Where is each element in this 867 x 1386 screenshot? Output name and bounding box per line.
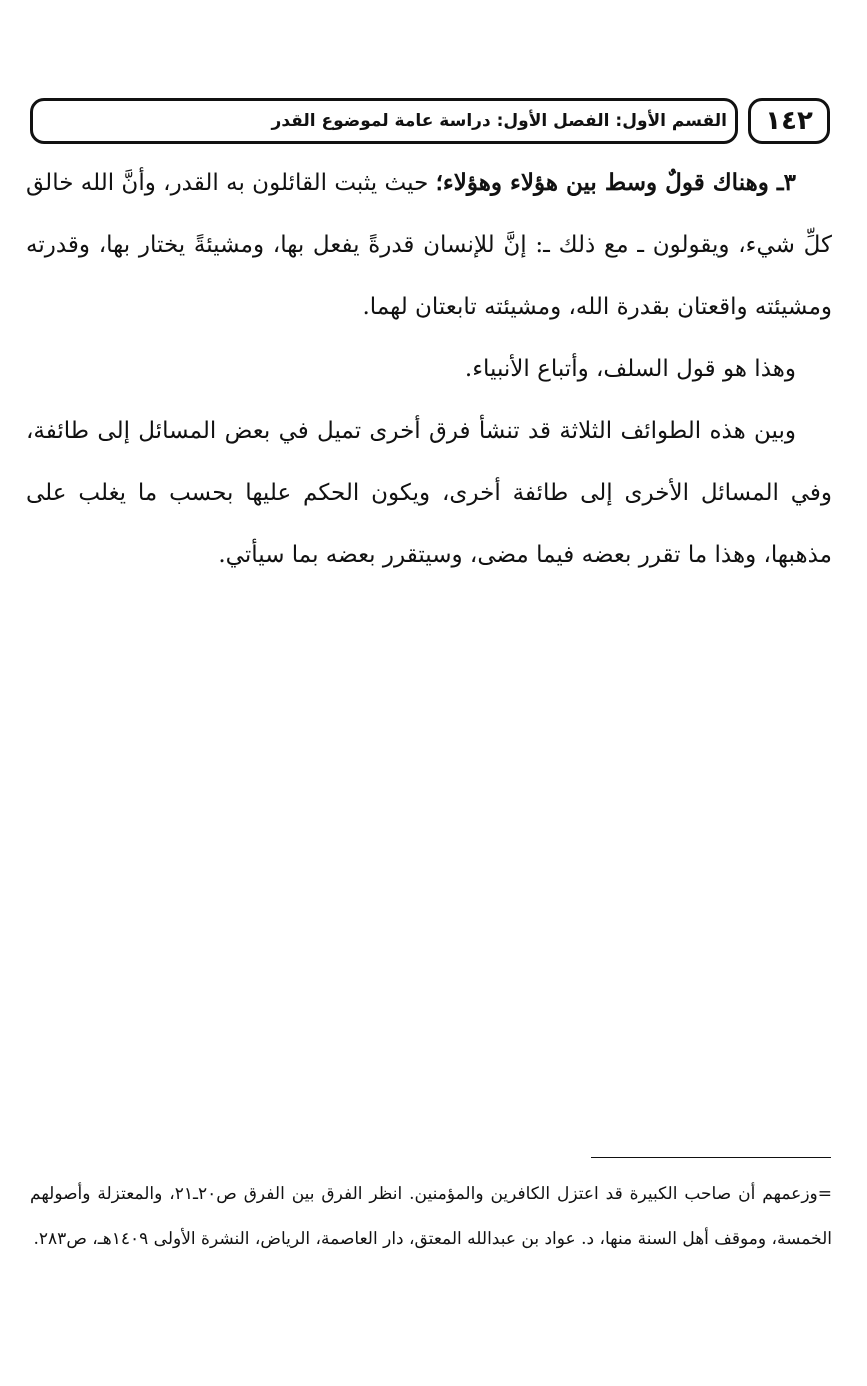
footnote-separator xyxy=(591,1157,831,1158)
running-title: القسم الأول: الفصل الأول: دراسة عامة لموضوع القدر xyxy=(30,98,738,144)
paragraph-2: وهذا هو قول السلف، وأتباع الأنبياء. xyxy=(464,356,796,382)
page-number: ١٤٢ xyxy=(748,98,830,144)
paragraph-1 xyxy=(26,152,832,338)
footnote-text: =وزعمهم أن صاحب الكبيرة قد اعتزل الكافرين والمؤمنين. انظر الفرق بين الفرق ص٢٠ـ٢١، والمعتزلة وأصولهم الخمسة، وموقف أهل السنة منها، د. عواد بن عبدالله المعتق، دار العاصمة، الرياض، النشرة الأولى ١٤٠٩هـ، ص٢٨٣. xyxy=(30,1184,832,1249)
main-text xyxy=(26,152,832,586)
footnote xyxy=(30,1172,832,1262)
paragraph-1-body: حيث يثبت القائلون به القدر، وأنَّ الله خالق كلِّ شيء، ويقولون ـ مع ذلك ـ: إنَّ للإنسان قدرةً يفعل بها، ومشيئةً يختار بها، وقدرته ومشيئته واقعتان بقدرة الله، ومشيئته تابعتان لهما. xyxy=(26,170,832,320)
paragraph-3: وبين هذه الطوائف الثلاثة قد تنشأ فرق أخرى تميل في بعض المسائل إلى طائفة، وفي المسائل الأخرى إلى طائفة أخرى، ويكون الحكم عليها بحسب ما يغلب على مذهبها، وهذا ما تقرر بعضه فيما مضى، وسيتقرر بعضه بما سيأتي. xyxy=(26,418,832,568)
page-header xyxy=(30,98,830,148)
paragraph-1-lead: ٣ـ وهناك قولٌ وسط بين هؤلاء وهؤلاء؛ xyxy=(435,169,796,196)
